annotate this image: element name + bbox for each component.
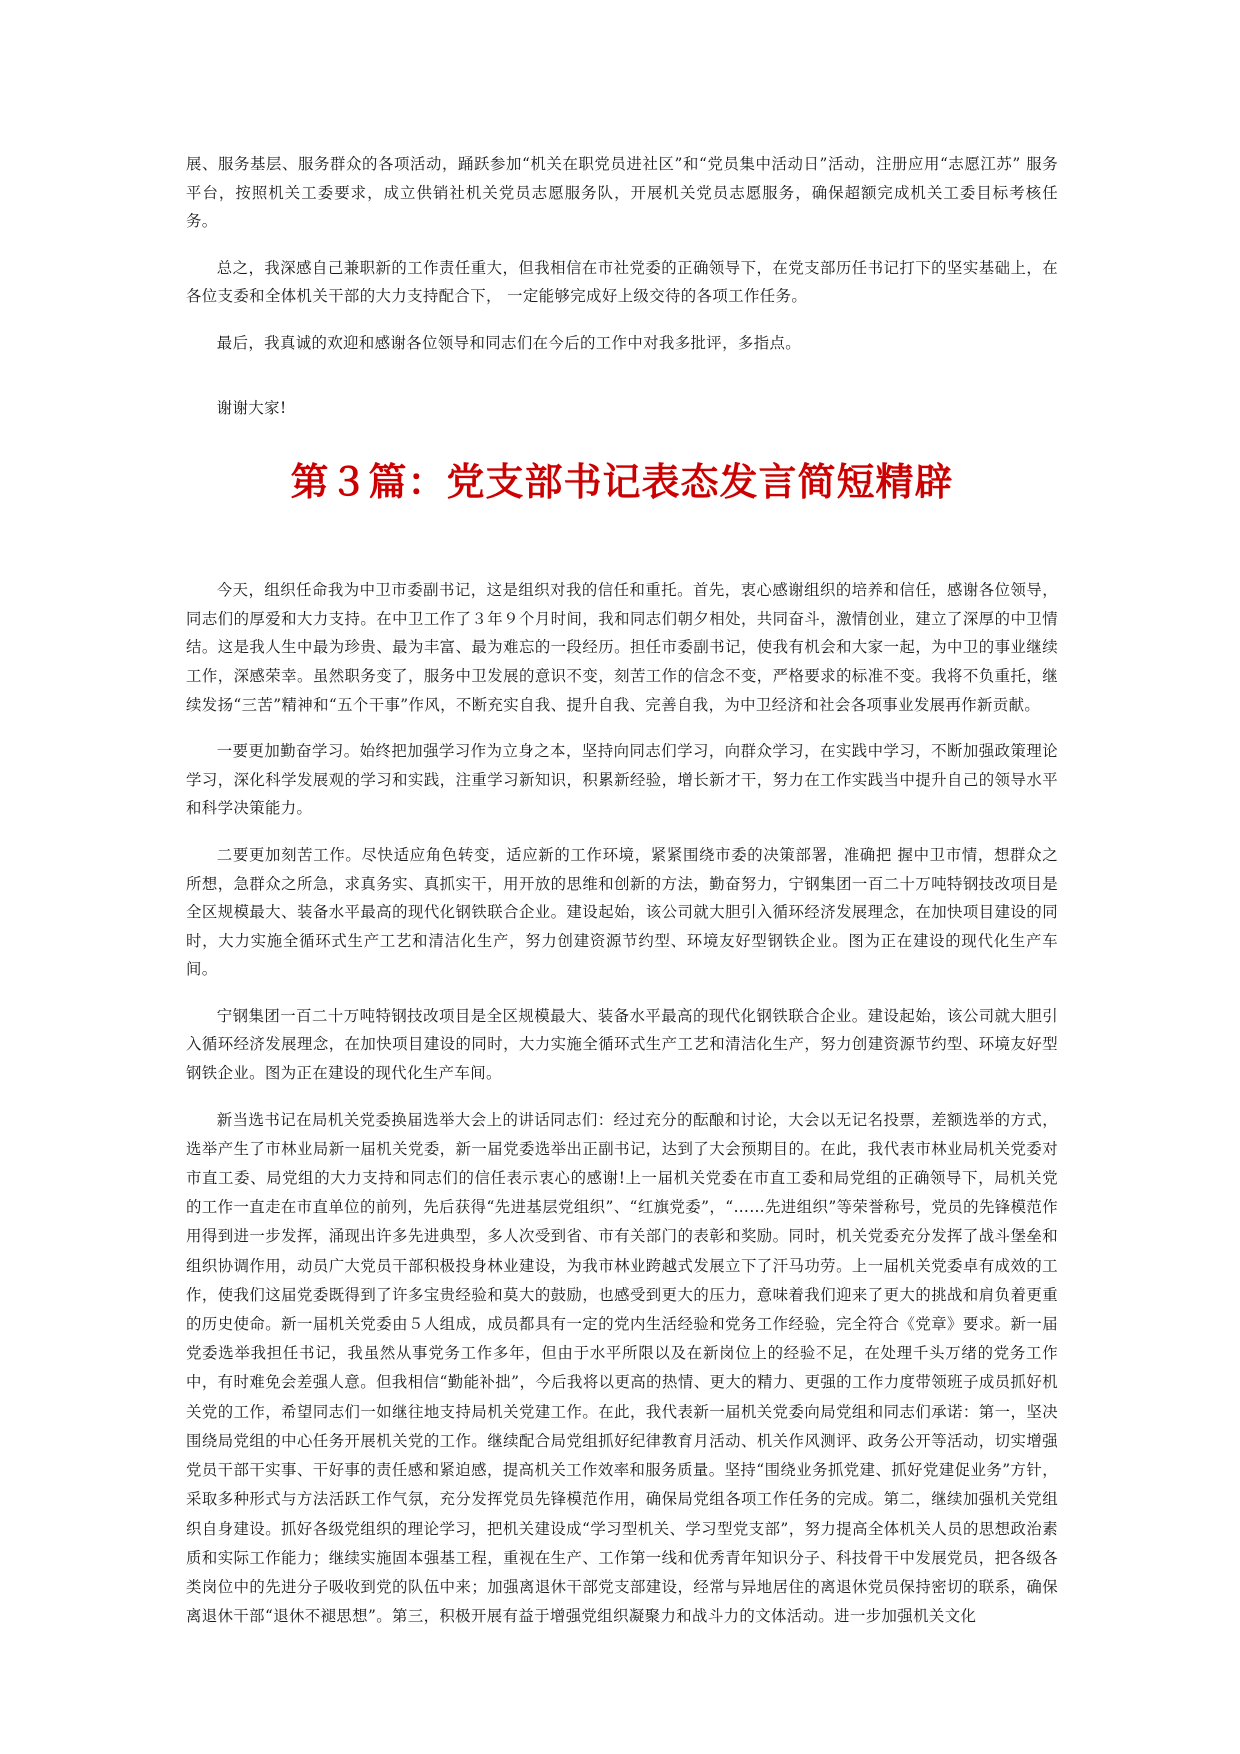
thanks-line: 谢谢大家! [216,398,287,417]
body-paragraph-5: 新当选书记在局机关党委换届选举大会上的讲话同志们：经过充分的酝酿和讨论，大会以无记名投票，差额选举的方式，选举产生了市林业局新一届机关党委，新一届党委选举出正副书记，达到了大会预期目的。在此，我代表市林业局机关党委对市直工委、局党组的大力支持和同志们的信任表示衷心的感谢!上一届机关党委在市直工委和局党组的正确领导下，局机关党的工作一直走在市直单位的前列，先后获得“先进基层党组织”、“红旗党委”，“……先进组织”等荣誉称号，党员的先锋模范作用得到进一步发挥，涌现出许多先进典型，多人次受到省、市有关部门的表彰和奖励。同时，机关党委充分发挥了战斗堡垒和组织协调作用，动员广大党员干部积极投身林业建设，为我市林业跨越式发展立下了汗马功劳。上一届机关党委卓有成效的工作，使我们这届党委既得到了许多宝贵经验和莫大的鼓励，也感受到更大的压力，意味着我们迎来了更大的挑战和肩负着更重的历史使命。新一届机关党委由５人组成，成员都具有一定的党内生活经验和党务工作经验，完全符合《党章》要求。新一届党委选举我担任书记，我虽然从事党务工作多年，但由于水平所限以及在新岗位上的经验不足，在处理千头万绪的党务工作中，有时难免会差强人意。但我相信“勤能补拙”，今后我将以更高的热情、更大的精力、更强的工作力度带领班子成员抓好机关党的工作，希望同志们一如继往地支持局机关党建工作。在此，我代表新一届机关党委向局党组和同志们承诺：第一，坚决围绕局党组的中心任务开展机关党的工作。继续配合局党组抓好纪律教育月活动、机关作风测评、政务公开等活动，切实增强党员干部干实事、干好事的责任感和紧迫感，提高机关工作效率和服务质量。坚持“围绕业务抓党建、抓好党建促业务”方针，采取多种形式与方法活跃工作气氛，充分发挥党员先锋模范作用，确保局党组各项工作任务的完成。第二，继续加强机关党组织自身建设。抓好各级党组织的理论学习，把机关建设成“学习型机关、学习型党支部”，努力提高全体机关人员的思想政治素质和实际工作能力；继续实施固本强基工程，重视在生产、工作第一线和优秀青年知识分子、科技骨干中发展党员，把各级各类岗位中的先进分子吸收到党的队伍中来；加强离退休干部党支部建设，经常与异地居住的离退休党员保持密切的联系，确保离退休干部“退休不褪思想”。第三，积极开展有益于增强党组织凝聚力和战斗力的文体活动。进一步加强机关文化 [186,1110,1058,1626]
closing-paragraph: 最后，我真诚的欢迎和感谢各位领导和同志们在今后的工作中对我多批评，多指点。 [216,333,802,352]
body-paragraph-4: 宁钢集团一百二十万吨特钢技改项目是全区规模最大、装备水平最高的现代化钢铁联合企业。建设起始，该公司就大胆引入循环经济发展理念，在加快项目建设的同时，大力实施全循环式生产工艺和清洁化生产，努力创建资源节约型、环境友好型钢铁企业。图为正在建设的现代化生产车间。 [186,1006,1058,1083]
body-paragraph-2: 一要更加勤奋学习。始终把加强学习作为立身之本，坚持向同志们学习，向群众学习，在实践中学习，不断加强政策理论 学习，深化科学发展观的学习和实践，注重学习新知识，积累新经验，增长新才干，努力在工作实践当中提升自己的领导水平 和科学决策能力。 [186,742,1058,818]
body-paragraph-1: 今天，组织任命我为中卫市委副书记，这是组织对我的信任和重托。首先，衷心感谢组织的培养和信任，感谢各位领导，同志们的厚爱和大力支持。在中卫工作了３年９个月时间，我和同志们朝夕相处，共同奋斗，激情创业，建立了深厚的中卫情 结。这是我人生中最为珍贵、最为丰富、最为难忘的一段经历。担任市委副书记，使我有机会和大家一起，为中卫的事业继续 工作，深感荣幸。虽然职务变了，服务中卫发展的意识不变，刻苦工作的信念不变，严格要求的标准不变。我将不负重托，继 续发扬“三苦”精神和“五个干事”作风，不断充实自我、提升自我、完善自我，为中卫经济和社会各项事业发展再作新贡献。 [186,581,1058,714]
continuation-paragraph: 展、服务基层、服务群众的各项活动，踊跃参加“机关在职党员进社区”和“党员集中活动日”活动，注册应用“志愿江苏” 服务平台，按照机关工委要求，成立供销社机关党员志愿服务队，开展机关党员志愿服务，确保超额完成机关工委目标考核任 务。 [186,155,1058,231]
article-title: 第３篇：党支部书记表态发言简短精辟 [290,459,954,505]
body-paragraph-3: 二要更加刻苦工作。尽快适应角色转变，适应新的工作环境，紧紧围绕市委的决策部署，准确把 握中卫市情，想群众之所想，急群众之所急，求真务实、真抓实干，用开放的思维和创新的方法，勤奋努力，宁钢集团一百二十万吨特钢技改项目是全区规模最大、装备水平最高的现代化钢铁联合企业。建设起始，该公司就大胆引入循环经济发展理念，在加快项目建设的同时，大力实施全循环式生产工艺和清洁化生产，努力创建资源节约型、环境友好型钢铁企业。图为正在建设的现代化生产车间。 [186,845,1058,979]
document-content [186,150,1058,1649]
summary-paragraph: 总之，我深感自己兼职新的工作责任重大，但我相信在市社党委的正确领导下，在党支部历任书记打下的坚实基础上，在 各位支委和全体机关干部的大力支持配合下， 一定能够完成好上级交待的各项工作任务。 [186,258,1058,306]
